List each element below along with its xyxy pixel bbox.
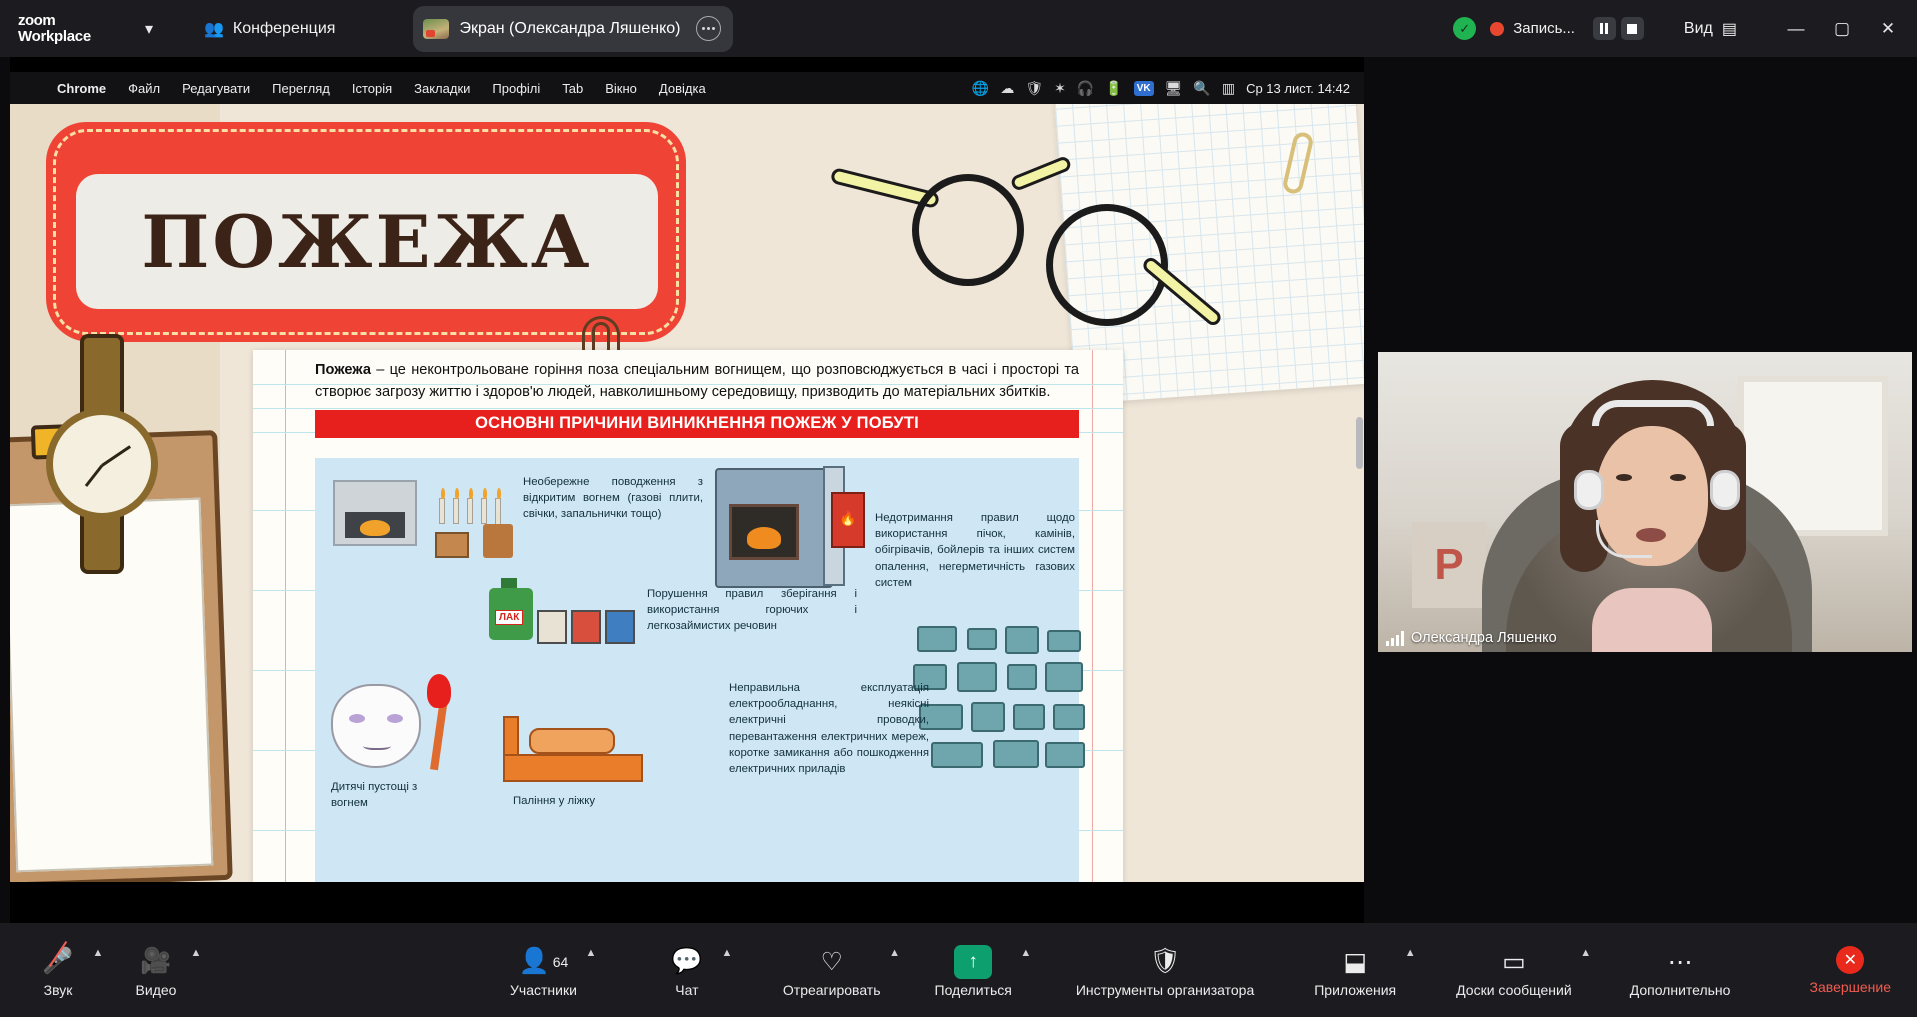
audio-button[interactable] (26, 933, 90, 1007)
recording-label: Запись... (1513, 20, 1575, 37)
pause-icon[interactable] (1593, 17, 1616, 40)
audio-label: Звук (43, 981, 73, 998)
tab-conference[interactable] (188, 9, 351, 49)
share-options-chevron-up-icon[interactable]: ▲ (1020, 947, 1032, 959)
glasses-decoration (890, 152, 1250, 342)
infographic-body (315, 458, 1079, 882)
wristwatch-decoration (28, 334, 198, 574)
signal-bars-icon (1386, 631, 1404, 646)
more-label: Дополнительно (1629, 981, 1731, 998)
menu-item-history[interactable]: Історія (351, 80, 393, 96)
participants-options-chevron-up-icon[interactable]: ▲ (585, 947, 597, 959)
heart-icon: ♡ (820, 947, 843, 976)
wall-poster: Р (1412, 522, 1486, 608)
whiteboards-options-chevron-up-icon[interactable]: ▲ (1580, 947, 1592, 959)
definition-paragraph (315, 360, 1079, 404)
bluetooth-icon[interactable]: ✶ (1054, 79, 1066, 96)
microphone-muted-icon: 🎤 (42, 943, 73, 981)
person-eye-left (1616, 474, 1632, 481)
matchbox-illustration (435, 532, 469, 558)
share-label: Поделиться (934, 981, 1012, 998)
minimize-button[interactable]: — (1787, 18, 1805, 38)
caption-smoking-bed: Паління у ліжку (513, 795, 596, 807)
child-face-illustration (331, 684, 421, 768)
video-button[interactable] (124, 933, 188, 1007)
recording-indicator (1490, 17, 1644, 40)
fire-panel-illustration (831, 492, 865, 548)
cause-text-open-flame: Необережне поводження з відкритим вогнем (газові плити, свічки, запальнички тощо) (523, 476, 703, 521)
zoom-logo-line1: zoom (18, 11, 56, 29)
section-heading-bar: ОСНОВНІ ПРИЧИНИ ВИНИКНЕННЯ ПОЖЕЖ У ПОБУТІ (315, 410, 1079, 438)
participants-label: Участники (510, 981, 577, 998)
person-eye-right (1670, 474, 1686, 481)
cause-text-heating-systems: Недотримання правил щодо використання пічок, камінів, обігрівачів, бойлерів та інших систем опалення, негерметичність газових систем (875, 512, 1075, 589)
display-icon[interactable]: 🖥 (1164, 79, 1183, 96)
end-meeting-label: Завершение (1809, 978, 1891, 995)
zoom-logo-line2: Workplace (18, 27, 91, 45)
menu-item-help[interactable]: Довідка (658, 80, 706, 96)
end-call-icon: ✕ (1836, 946, 1864, 974)
mac-clock: Ср 13 лист. 14:42 (1246, 80, 1350, 96)
chat-button[interactable] (655, 933, 719, 1007)
titlebar-right-group (1453, 9, 1917, 49)
participants-button[interactable] (504, 933, 583, 1007)
tab-shared-screen[interactable] (413, 6, 733, 52)
shield-host-icon: 🛡 (1149, 947, 1181, 975)
menu-item-tab[interactable]: Tab (562, 80, 584, 96)
more-button[interactable] (1624, 933, 1737, 1007)
shared-screen-scrollbar[interactable] (1356, 417, 1363, 469)
infographic-document (253, 350, 1123, 882)
people-icon: 👥 (204, 20, 224, 38)
headphones-icon[interactable]: 🎧 (1076, 79, 1095, 96)
layout-icon: ▤ (1721, 20, 1737, 38)
person-shirt (1592, 588, 1712, 652)
audio-options-chevron-up-icon[interactable]: ▲ (92, 947, 104, 959)
chat-bubble-icon: 💬 (671, 947, 703, 975)
vk-badge[interactable]: VK (1134, 81, 1154, 96)
tab-shared-screen-label: Экран (Олександра Ляшенко) (459, 19, 681, 37)
tab-conference-label: Конференция (232, 19, 336, 37)
apps-options-chevron-up-icon[interactable]: ▲ (1404, 947, 1416, 959)
window-controls (1773, 9, 1911, 49)
participant-name-badge (1386, 630, 1557, 646)
participants-icon: 👤 64 (518, 947, 569, 975)
zoom-title-bar (0, 0, 1917, 57)
zoom-logo (18, 13, 110, 45)
candles-illustration (433, 472, 519, 524)
reactions-label: Отреагировать (782, 981, 881, 998)
shield-icon[interactable]: 🛡 (1025, 79, 1044, 96)
headset-earcup-right (1710, 470, 1740, 510)
host-tools-button[interactable] (1070, 933, 1260, 1007)
cloud-icon[interactable]: ☁ (1000, 79, 1015, 96)
chat-label: Чат (675, 981, 699, 998)
presentation-slide (10, 104, 1364, 882)
slide-title-banner (46, 122, 686, 342)
whiteboards-label: Доски сообщений (1456, 981, 1572, 998)
caption-children-fire: Дитячі пустощі з вогнем (331, 781, 418, 809)
end-meeting-button[interactable] (1810, 946, 1891, 995)
cause-text-electrical: Неправильна експлуатація електрообладнання, неякісні електричні проводки, перевантаження електричних мереж, коротке замикання або пошкодження електричних приладів (729, 682, 929, 775)
electrical-appliances-illustration (913, 626, 1093, 776)
close-button[interactable]: ✕ (1880, 18, 1896, 38)
view-button[interactable] (1674, 13, 1747, 45)
whiteboard-icon: ▭ (1502, 947, 1526, 976)
share-screen-up-arrow-icon: ↑ (954, 945, 992, 979)
stop-icon[interactable] (1621, 17, 1644, 40)
battery-icon[interactable]: 🔋 (1105, 79, 1123, 96)
maximize-button[interactable]: ▢ (1833, 18, 1851, 38)
reactions-button[interactable] (777, 933, 887, 1007)
headset-earcup-left (1574, 470, 1604, 510)
meeting-controls-toolbar (0, 923, 1917, 1017)
participant-video-tile[interactable] (1378, 352, 1912, 652)
wood-stove-illustration (715, 468, 833, 588)
chevron-down-icon[interactable]: ▾ (144, 20, 154, 38)
more-options-icon[interactable] (696, 16, 721, 41)
headset-band (1592, 400, 1714, 426)
menu-item-profiles[interactable]: Профілі (492, 80, 541, 96)
globe-icon[interactable]: 🌐 (971, 79, 990, 96)
menu-item-edit[interactable]: Редагувати (182, 80, 251, 96)
more-dots-icon: ⋯ (1667, 947, 1693, 976)
menu-item-file[interactable]: Файл (128, 80, 161, 96)
cause-text-flammable-storage: Порушення правил зберігання і використання горючих і легкозаймистих речовин (647, 588, 857, 633)
paint-cans-illustration (537, 598, 637, 644)
shared-screen-view[interactable] (10, 57, 1364, 923)
camera-icon: 🎥 (140, 947, 172, 975)
participant-name: Олександра Ляшенко (1411, 630, 1557, 646)
apps-grid-icon: ⬓ (1343, 947, 1367, 976)
video-label: Видео (135, 981, 177, 998)
menu-item-view[interactable]: Перегляд (272, 80, 330, 96)
whiteboards-button[interactable] (1450, 933, 1578, 1007)
menu-item-bookmarks[interactable]: Закладки (414, 80, 471, 96)
chat-options-chevron-up-icon[interactable]: ▲ (721, 947, 733, 959)
page-title: ПОЖЕЖА (141, 199, 593, 284)
control-center-icon[interactable]: ▥ (1221, 79, 1236, 96)
infographic-header (315, 360, 1079, 438)
apps-label: Приложения (1314, 981, 1397, 998)
host-tools-label: Инструменты организатора (1075, 981, 1255, 998)
fireplace-illustration (333, 480, 417, 546)
video-options-chevron-up-icon[interactable]: ▲ (190, 947, 202, 959)
menu-item-chrome[interactable]: Chrome (57, 80, 107, 96)
menu-item-window[interactable]: Вікно (605, 80, 637, 96)
share-screen-button[interactable] (929, 933, 1018, 1007)
mac-menu-bar (10, 72, 1364, 104)
apps-button[interactable] (1308, 933, 1402, 1007)
lak-label: ЛАК (495, 610, 523, 625)
reactions-options-chevron-up-icon[interactable]: ▲ (889, 947, 900, 959)
search-icon[interactable]: 🔍 (1193, 79, 1211, 96)
candle-holder-illustration (483, 524, 513, 558)
definition-term: Пожежа (315, 362, 371, 378)
screen-thumbnail (423, 19, 449, 39)
definition-text: – це неконтрольоване горіння поза спеціальним вогнищем, що розповсюджується в часі і просторі та створює загрозу життю і здоров'ю людей, навколишньому середовищу, призводить до матеріальних збитків. (315, 362, 1079, 400)
participants-count: 64 (552, 953, 569, 970)
view-label: Вид (1683, 19, 1713, 37)
burning-match-illustration (423, 674, 469, 770)
recording-dot-icon (1490, 22, 1504, 36)
shield-check-icon[interactable]: ✓ (1453, 17, 1476, 40)
smoking-in-bed-illustration (503, 712, 643, 782)
